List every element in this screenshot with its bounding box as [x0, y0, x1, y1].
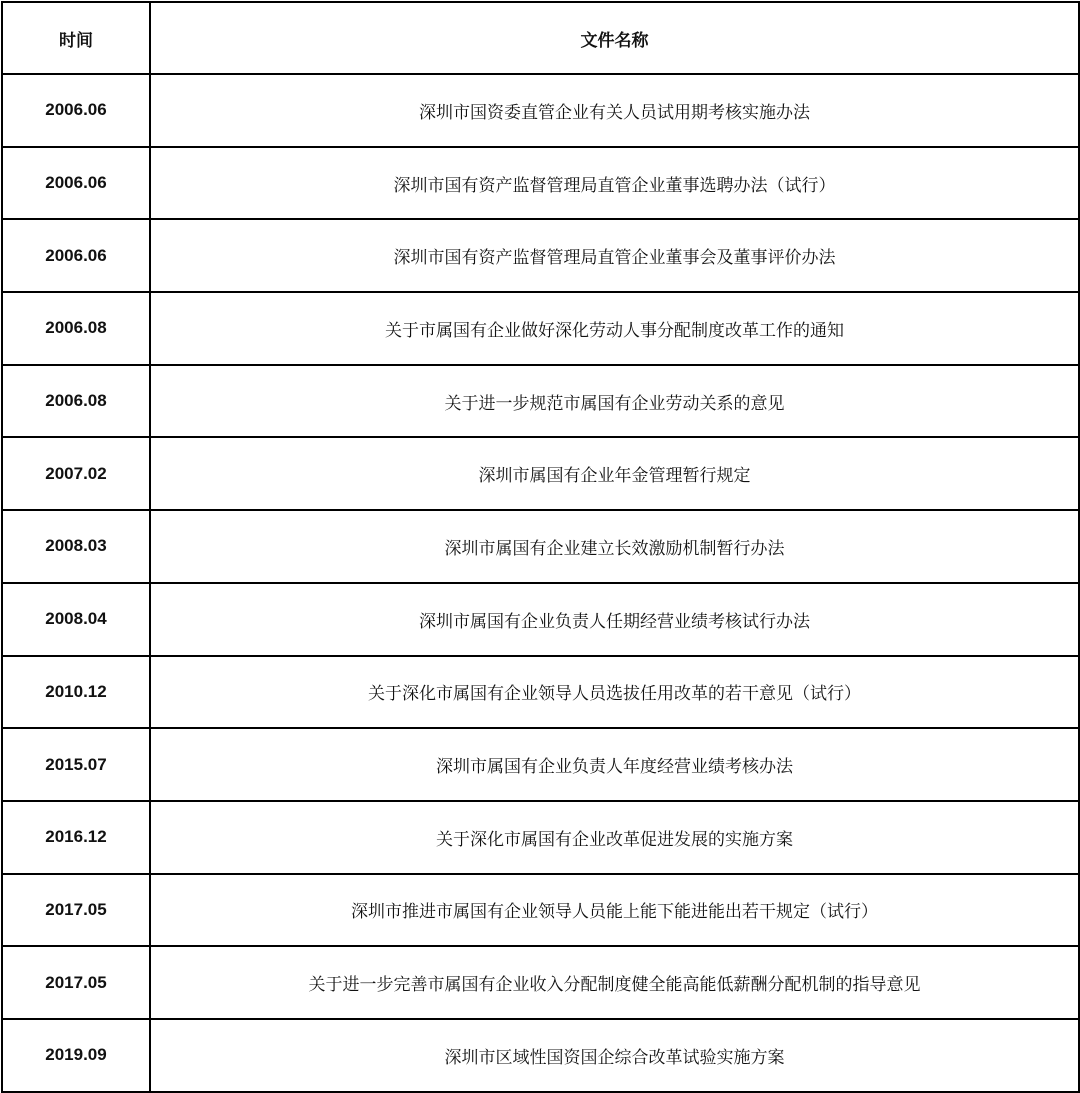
name-cell: 深圳市国资委直管企业有关人员试用期考核实施办法: [150, 74, 1079, 147]
name-cell: 关于进一步完善市属国有企业收入分配制度健全能高能低薪酬分配机制的指导意见: [150, 946, 1079, 1019]
name-cell: 关于市属国有企业做好深化劳动人事分配制度改革工作的通知: [150, 292, 1079, 365]
header-time: 时间: [2, 2, 150, 74]
table-row: [2, 656, 1079, 729]
table-row: [2, 801, 1079, 874]
time-cell: 2017.05: [2, 874, 150, 947]
table-row: [2, 1019, 1079, 1092]
time-cell: 2017.05: [2, 946, 150, 1019]
table-row: [2, 147, 1079, 220]
name-cell: 深圳市国有资产监督管理局直管企业董事选聘办法（试行）: [150, 147, 1079, 220]
table-row: [2, 292, 1079, 365]
name-cell: 深圳市属国有企业年金管理暂行规定: [150, 437, 1079, 510]
name-cell: 关于进一步规范市属国有企业劳动关系的意见: [150, 365, 1079, 438]
table-row: [2, 874, 1079, 947]
table-row: [2, 583, 1079, 656]
time-cell: 2015.07: [2, 728, 150, 801]
name-cell: 深圳市属国有企业负责人年度经营业绩考核办法: [150, 728, 1079, 801]
document-table: [1, 1, 1080, 1093]
table-row: [2, 365, 1079, 438]
table-row: [2, 437, 1079, 510]
time-cell: 2006.08: [2, 365, 150, 438]
time-cell: 2010.12: [2, 656, 150, 729]
time-cell: 2008.03: [2, 510, 150, 583]
time-cell: 2006.06: [2, 147, 150, 220]
name-cell: 关于深化市属国有企业领导人员选拔任用改革的若干意见（试行）: [150, 656, 1079, 729]
name-cell: 关于深化市属国有企业改革促进发展的实施方案: [150, 801, 1079, 874]
name-cell: 深圳市属国有企业建立长效激励机制暂行办法: [150, 510, 1079, 583]
table-row: [2, 946, 1079, 1019]
name-cell: 深圳市国有资产监督管理局直管企业董事会及董事评价办法: [150, 219, 1079, 292]
time-cell: 2016.12: [2, 801, 150, 874]
table-row: [2, 510, 1079, 583]
time-cell: 2006.06: [2, 219, 150, 292]
time-cell: 2008.04: [2, 583, 150, 656]
table-row: [2, 219, 1079, 292]
table-row: [2, 74, 1079, 147]
time-cell: 2007.02: [2, 437, 150, 510]
header-row: [2, 2, 1079, 74]
name-cell: 深圳市推进市属国有企业领导人员能上能下能进能出若干规定（试行）: [150, 874, 1079, 947]
header-name: 文件名称: [150, 2, 1079, 74]
name-cell: 深圳市属国有企业负责人任期经营业绩考核试行办法: [150, 583, 1079, 656]
time-cell: 2006.08: [2, 292, 150, 365]
name-cell: 深圳市区域性国资国企综合改革试验实施方案: [150, 1019, 1079, 1092]
time-cell: 2006.06: [2, 74, 150, 147]
table-row: [2, 728, 1079, 801]
time-cell: 2019.09: [2, 1019, 150, 1092]
